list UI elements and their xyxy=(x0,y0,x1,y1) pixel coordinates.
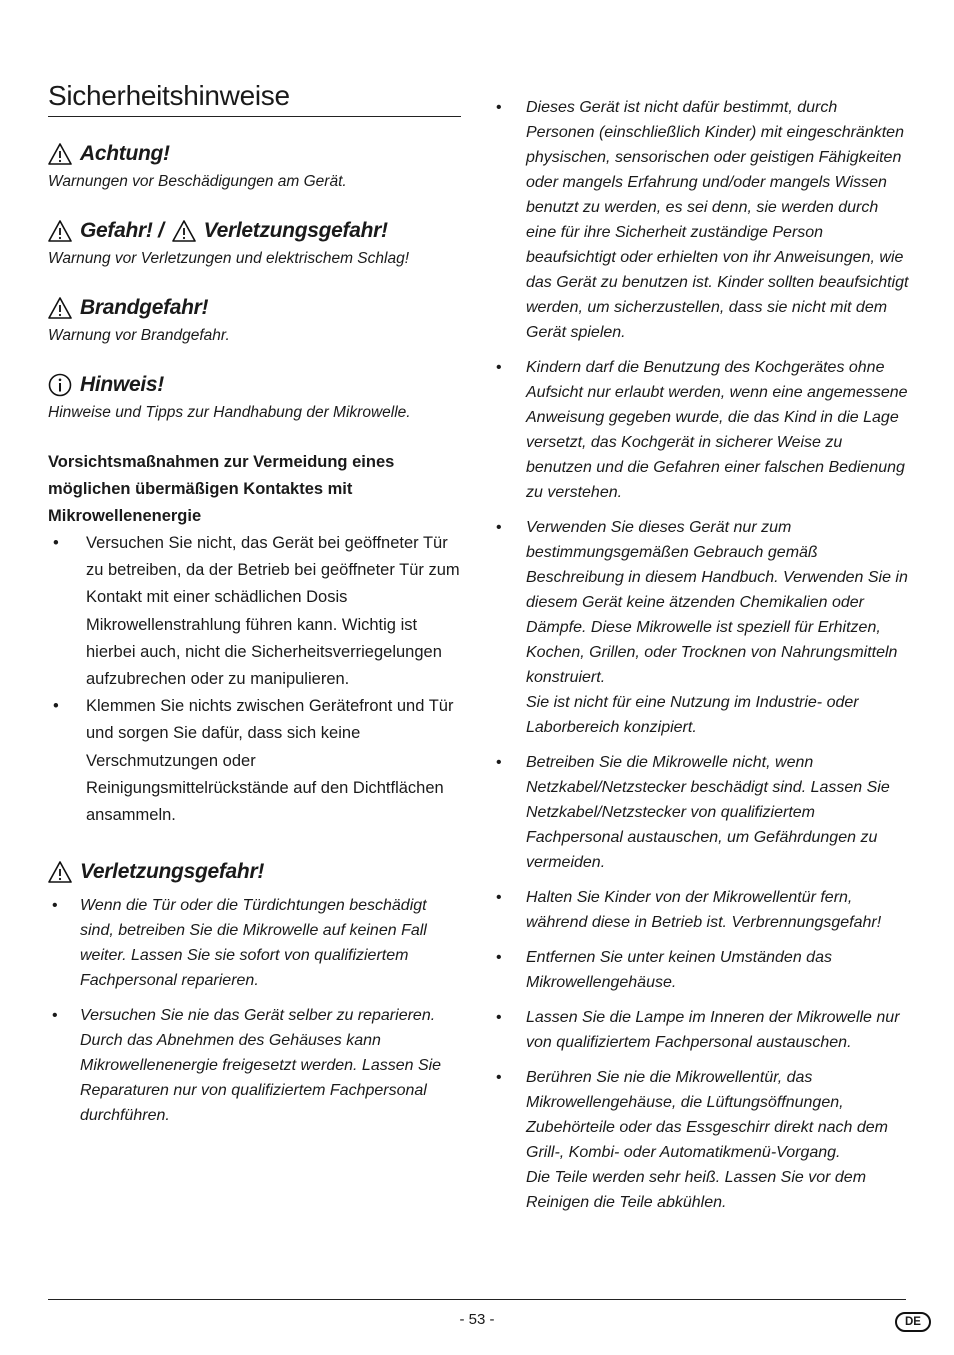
brand-text: Warnung vor Brandgefahr. xyxy=(48,327,230,344)
list-item-note: Sie ist nicht für eine Nutzung im Industrie- oder Laborbereich konzipiert. xyxy=(526,694,859,736)
language-badge: DE xyxy=(895,1312,931,1332)
list-item: • Wenn die Tür oder die Türdichtungen beschädigt sind, betreiben Sie die Mikrowelle auf keinen Fall weiter. Lassen Sie sie sofort von qualifiziertem Fachpersonal reparieren. xyxy=(48,893,461,993)
list-item: • Betreiben Sie die Mikrowelle nicht, wenn Netzkabel/Netzstecker beschädigt sind. Lassen Sie Netzkabel/Netzstecker von qualifiziertem Fachpersonal austauschen, um Gefährdungen zu vermeiden. xyxy=(497,750,909,875)
warning-triangle-icon xyxy=(48,296,72,320)
right-column xyxy=(497,95,909,1225)
verletzung-list xyxy=(48,893,461,1128)
list-item: • Versuchen Sie nicht, das Gerät bei geöffneter Tür zu betreiben, da der Betrieb bei geöffneter Tür zum Kontakt mit einer schädlichen Dosis Mikrowellenstrahlung führen kann. Wichtig ist hierbei auch, nicht die Sicherheitsverriegelungen aufzubrechen oder zu manipulieren. xyxy=(48,530,461,693)
verletzung-label: Verletzungsgefahr! xyxy=(80,860,265,884)
list-item: • Dieses Gerät ist nicht dafür bestimmt, durch Personen (einschließlich Kinder) mit eingeschränkten physischen, sensorischen oder geistigen Fähigkeiten oder mangels Erfahrung und/oder mangels Wissen benutzt zu werden, es sei denn, sie werden durch eine für ihre Sicherheit zuständige Person beaufsichtigt oder erhielten von ihr Anweisungen, wie das Gerät zu benutzen ist. Kinder sollten beaufsichtigt werden, um sicherzustellen, dass sie nicht mit dem Gerät spielen. xyxy=(497,95,909,345)
list-item: • Lassen Sie die Lampe im Inneren der Mikrowelle nur von qualifiziertem Fachpersonal austauschen. xyxy=(497,1005,909,1055)
left-column xyxy=(48,80,461,1138)
list-item: • Halten Sie Kinder von der Mikrowellentür fern, während diese in Betrieb ist. Verbrennungsgefahr! xyxy=(497,885,909,935)
list-item xyxy=(497,1065,909,1215)
warning-triangle-icon xyxy=(48,860,72,884)
page-number: - 53 - xyxy=(459,1311,495,1328)
list-item-text: Verwenden Sie dieses Gerät nur zum bestimmungsgemäßen Gebrauch gemäß Beschreibung in diesem Handbuch. Verwenden Sie in diesem Gerät keine ätzenden Chemikalien oder Dämpfe. Diese Mikrowelle ist speziell für Erhitzen, Kochen, Grillen, oder Trocknen von Nahrungsmitteln konstruiert. xyxy=(526,519,908,686)
safety-list xyxy=(497,95,909,1215)
hinweis-heading xyxy=(48,370,461,400)
gefahr-heading xyxy=(48,216,461,246)
hinweis-label: Hinweis! xyxy=(80,373,164,396)
list-item: • Kindern darf die Benutzung des Kochgerätes ohne Aufsicht nur erlaubt werden, wenn eine angemessene Anweisung gegeben wurde, die das Kind in die Lage versetzt, das Kochgerät in sicherer Weise zu benutzen und die Gefahren einer falschen Bedienung zu verstehen. xyxy=(497,355,909,505)
brand-label: Brandgefahr! xyxy=(80,296,209,319)
list-item-text: Berühren Sie nie die Mikrowellentür, das Mikrowellengehäuse, die Lüftungsöffnungen, Zubehörteile oder das Essgeschirr direkt nach dem Grill-, Kombi- oder Automatikmenü-Vorgang. xyxy=(526,1069,888,1161)
warning-triangle-icon xyxy=(48,142,72,166)
achtung-label: Achtung! xyxy=(80,142,170,165)
page-title: Sicherheitshinweise xyxy=(48,80,461,117)
list-item: • Versuchen Sie nie das Gerät selber zu reparieren. Durch das Abnehmen des Gehäuses kann Mikrowellenenergie freigesetzt werden. Lassen Sie Reparaturen nur von qualifiziertem Fachpersonal durchführen. xyxy=(48,1003,461,1128)
achtung-text: Warnungen vor Beschädigungen am Gerät. xyxy=(48,173,347,190)
precautions-list xyxy=(48,530,461,829)
info-circle-icon xyxy=(48,373,72,397)
gefahr-text: Warnung vor Verletzungen und elektrischem Schlag! xyxy=(48,250,410,267)
warning-triangle-icon xyxy=(172,219,196,243)
hinweis-text: Hinweise und Tipps zur Handhabung der Mikrowelle. xyxy=(48,404,411,421)
verletzung-heading xyxy=(48,857,461,887)
list-item: • Entfernen Sie unter keinen Umständen das Mikrowellengehäuse. xyxy=(497,945,909,995)
brand-heading xyxy=(48,293,461,323)
gefahr-label: Gefahr! / xyxy=(80,219,164,242)
precautions-title: Vorsichtsmaßnahmen zur Vermeidung eines möglichen übermäßigen Kontaktes mit Mikrowellenenergie xyxy=(48,453,395,525)
list-item xyxy=(497,515,909,740)
achtung-heading xyxy=(48,139,461,169)
list-item: • Klemmen Sie nichts zwischen Gerätefront und Tür und sorgen Sie dafür, dass sich keine Verschmutzungen oder Reinigungsmittelrückstände auf den Dichtflächen ansammeln. xyxy=(48,693,461,829)
warning-triangle-icon xyxy=(48,219,72,243)
verletzungsgefahr-label: Verletzungsgefahr! xyxy=(203,219,388,242)
footer-divider xyxy=(48,1299,906,1300)
list-item-note: Die Teile werden sehr heiß. Lassen Sie vor dem Reinigen die Teile abkühlen. xyxy=(526,1169,867,1211)
